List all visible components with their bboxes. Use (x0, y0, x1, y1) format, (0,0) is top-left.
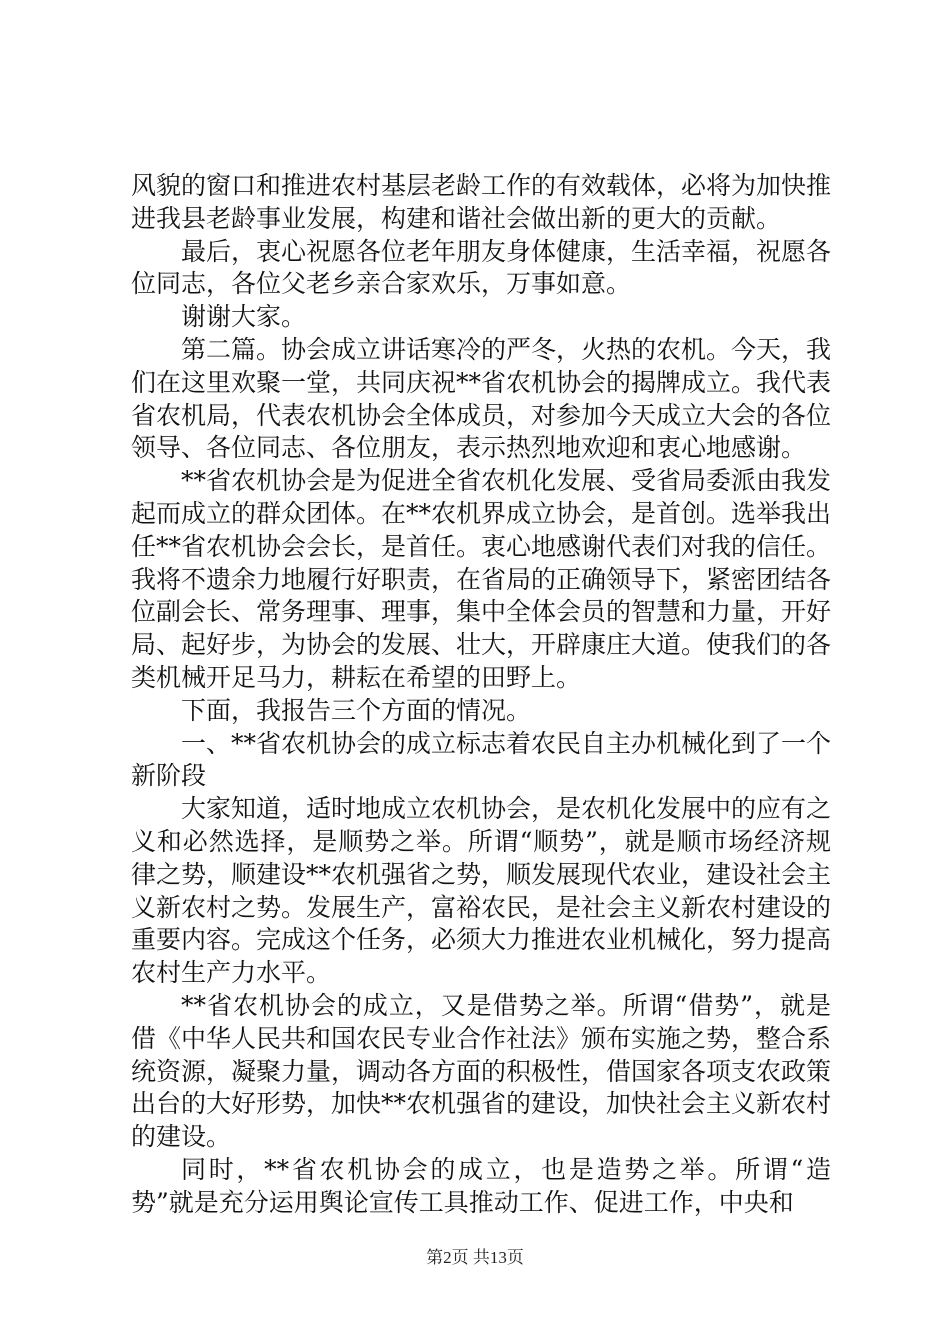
paragraph-jieshi: **省农机协会的成立，又是借势之举。所谓“借势”，就是借《中华人民共和国农民专业合作社法》颁布实施之势，整合系统资源，凝聚力量，调动各方面的积极性，借国家各项支农政策出台的大好形势，加快**农机强省的建设，加快社会主义新农村的建设。 (131, 990, 832, 1152)
paragraph-shunshi: 大家知道，适时地成立农机协会，是农机化发展中的应有之义和必然选择，是顺势之举。所谓“顺势”，就是顺市场经济规律之势，顺建设**农机强省之势，顺发展现代农业，建设社会主义新农村之势。发展生产，富裕农民，是社会主义新农村建设的重要内容。完成这个任务，必须大力推进农业机械化，努力提高农村生产力水平。 (131, 794, 832, 988)
paragraph-thanks: 谢谢大家。 (181, 302, 307, 332)
section-heading-one: 一、**省农机协会的成立标志着农民自主办机械化到了一个新阶段 (131, 728, 832, 791)
paragraph-association-intro: **省农机协会是为促进全省农机化发展、受省局委派由我发起而成立的群众团体。在**农机界成立协会，是首创。选举我出任**省农机协会会长，是首任。衷心地感谢代表们对我的信任。我将不遗余力地履行好职责，在省局的正确领导下，紧密团结各位副会长、常务理事、理事，集中全体会员的智慧和力量，开好局、起好步，为协会的发展、壮大，开辟康庄大道。使我们的各类机械开足马力，耕耘在希望的田野上。 (131, 466, 832, 692)
page-number-footer: 第2页 共13页 (426, 1248, 524, 1267)
paragraph-continued: 风貌的窗口和推进农村基层老龄工作的有效载体，必将为加快推进我县老龄事业发展，构建和谐社会做出新的更大的贡献。 (131, 171, 832, 233)
paragraph-zaoshi: 同时，**省农机协会的成立，也是造势之举。所谓“造势”就是充分运用舆论宣传工具推动工作、促进工作，中央和 (131, 1154, 831, 1217)
paragraph-best-wishes: 最后，衷心祝愿各位老年朋友身体健康，生活幸福，祝愿各位同志，各位父老乡亲合家欢乐，万事如意。 (131, 236, 832, 299)
paragraph-second-article: 第二篇。协会成立讲话寒冷的严冬，火热的农机。今天，我们在这里欢聚一堂，共同庆祝**省农机协会的揭牌成立。我代表省农机局，代表农机协会全体成员，对参加今天成立大会的各位领导、各位同志、各位朋友，表示热烈地欢迎和衷心地感谢。 (131, 334, 832, 463)
document-body (131, 170, 831, 1220)
paragraph-report-outline: 下面，我报告三个方面的情况。 (181, 695, 532, 725)
